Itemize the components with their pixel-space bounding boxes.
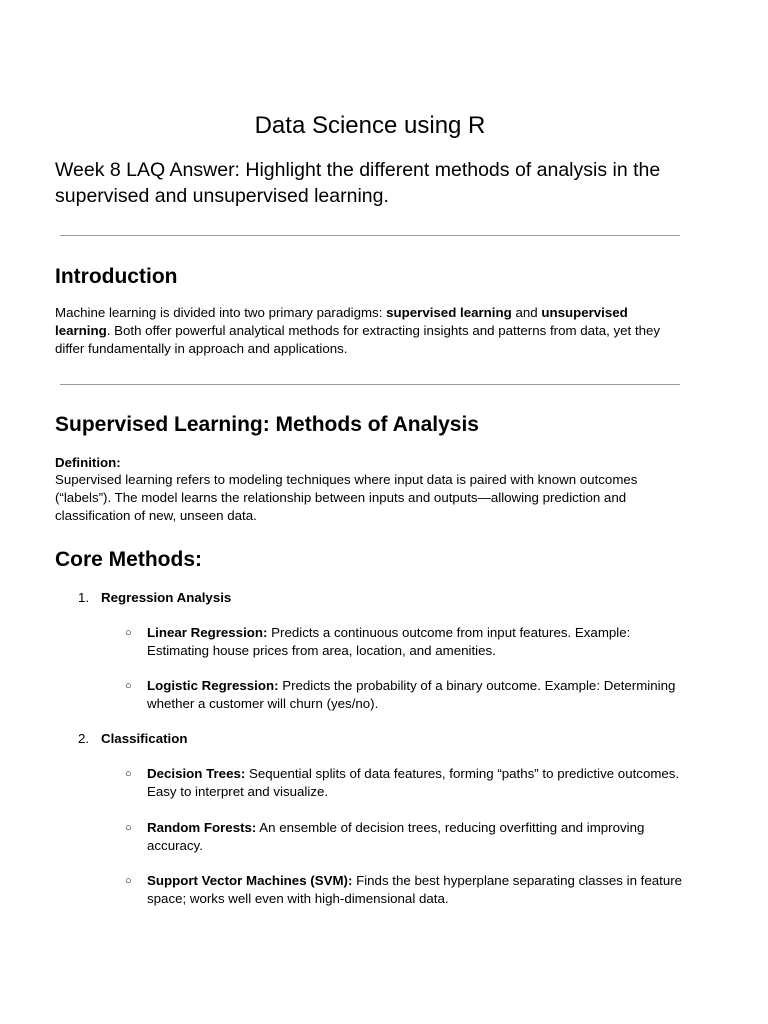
core-methods-heading: Core Methods: <box>55 548 202 571</box>
item-desc: Sequential splits of data features, forming “paths” to predictive outcomes. Easy to interpret and visualize. <box>147 766 680 799</box>
divider-1 <box>60 235 680 236</box>
intro-bold-unsupervised: unsupervised learning <box>55 305 628 338</box>
definition-label-text: Definition: <box>55 455 121 470</box>
introduction-heading: Introduction <box>55 265 178 288</box>
method-title-regression: Regression Analysis <box>101 590 232 605</box>
bullet-icon: ○ <box>125 822 132 834</box>
intro-bold-supervised: supervised learning <box>386 305 512 320</box>
item-term: Logistic Regression: <box>147 678 279 693</box>
supervised-heading: Supervised Learning: Methods of Analysis <box>55 413 479 436</box>
method-title-classification: Classification <box>101 731 188 746</box>
list-item-svm <box>147 872 692 908</box>
introduction-paragraph <box>55 304 685 358</box>
bullet-icon: ○ <box>125 875 132 887</box>
list-item-logistic-regression <box>147 677 692 713</box>
question-subtitle: Week 8 LAQ Answer: Highlight the different methods of analysis in the supervised and unsupervised learning. <box>55 159 661 207</box>
intro-text-2: and <box>511 305 542 320</box>
list-item-linear-regression <box>147 624 692 660</box>
bullet-icon: ○ <box>125 768 132 780</box>
item-desc: Finds the best hyperplane separating classes in feature space; works well even with high-dimensional data. <box>147 873 683 906</box>
divider-2 <box>60 384 680 385</box>
bullet-icon: ○ <box>125 627 132 639</box>
item-desc: Predicts the probability of a binary outcome. Example: Determining whether a customer will churn (yes/no). <box>147 678 676 711</box>
item-term: Support Vector Machines (SVM): <box>147 873 353 888</box>
intro-text-3: . Both offer powerful analytical methods for extracting insights and patterns from data, yet they differ fundamentally in approach and applications. <box>55 323 661 356</box>
item-term: Linear Regression: <box>147 625 268 640</box>
list-item-random-forests <box>147 819 692 855</box>
item-desc: An ensemble of decision trees, reducing overfitting and improving accuracy. <box>147 820 645 853</box>
list-number-1: 1. <box>78 590 90 605</box>
definition-paragraph: Supervised learning refers to modeling techniques where input data is paired with known outcomes (“labels”). The model learns the relationship between inputs and outputs—allowing prediction and classification of new, unseen data. <box>55 472 638 523</box>
list-number-2: 2. <box>78 731 90 746</box>
list-item-decision-trees <box>147 765 692 801</box>
item-term: Random Forests: <box>147 820 257 835</box>
item-desc: Predicts a continuous outcome from input features. Example: Estimating house prices from area, location, and amenities. <box>147 625 631 658</box>
document-title: Data Science using R <box>254 112 486 139</box>
item-term: Decision Trees: <box>147 766 246 781</box>
definition-label <box>55 454 685 472</box>
intro-text-1: Machine learning is divided into two primary paradigms: <box>55 305 387 320</box>
bullet-icon: ○ <box>125 680 132 692</box>
